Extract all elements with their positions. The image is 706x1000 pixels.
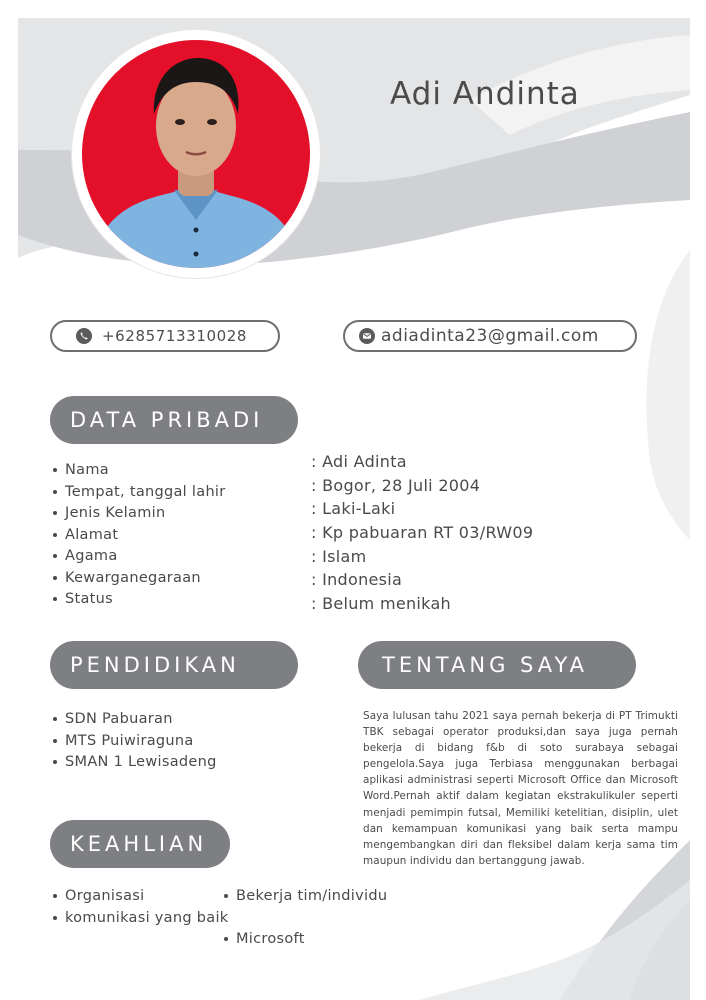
personal-value: : Indonesia: [311, 570, 403, 590]
section-header-tentang-saya: TENTANG SAYA: [358, 641, 636, 689]
email-icon: [359, 328, 375, 344]
personal-label: Nama: [51, 460, 226, 482]
personal-value: : Laki-Laki: [311, 499, 396, 519]
personal-value: : Belum menikah: [311, 594, 451, 614]
phone-icon: [76, 328, 92, 344]
skill-item: Bekerja tim/individu: [222, 886, 354, 929]
about-text: Saya lulusan tahu 2021 saya pernah bekerja di PT Trimukti TBK sebagai operator produksi,dan saya juga pernah bekerja di bidang f&b di soto surabaya sebagai pengelola.Saya juga Terbiasa menggunakan berbagai aplikasi administrasi seperti Microsoft Office dan Microsoft Word.Pernah aktif dalam kegiatan ekstrakulikuler seperti menjadi pemimpin futsal, Memiliki ketelitian, disiplin, ulet dan kemampuan komunikasi yang baik serta mampu mengembangkan diri dan fleksibel dalam kerja sama tim maupun individu dan bertanggung jawab.: [363, 710, 678, 867]
personal-value: : Islam: [311, 546, 367, 566]
personal-label: Status: [51, 589, 226, 611]
skill-item: Microsoft: [222, 929, 354, 951]
email-address: adiadinta23@gmail.com: [381, 326, 599, 346]
personal-label: Kewarganegaraan: [51, 568, 226, 590]
email-pill[interactable]: [343, 320, 637, 352]
person-name: Adi Andinta: [390, 76, 580, 112]
education-item: SMAN 1 Lewisadeng: [51, 752, 217, 774]
personal-value: : Kp pabuaran RT 03/RW09: [311, 523, 534, 543]
personal-label: Jenis Kelamin: [51, 503, 226, 525]
section-header-pendidikan: PENDIDIKAN: [50, 641, 298, 689]
skills-list-2: [222, 886, 388, 951]
section-header-data-pribadi: DATA PRIBADI: [50, 396, 298, 444]
skill-item: Organisasi: [51, 886, 215, 908]
personal-value: : Bogor, 28 Juli 2004: [311, 475, 481, 495]
skills-list-1: [51, 886, 229, 951]
personal-values: [311, 450, 533, 616]
education-item: SDN Pabuaran: [51, 709, 217, 731]
personal-value: : Adi Adinta: [311, 452, 407, 471]
phone-number: +6285713310028: [102, 327, 248, 345]
personal-labels: [51, 460, 226, 611]
profile-photo: [82, 40, 310, 268]
education-list: [51, 709, 217, 774]
education-item: MTS Puiwiraguna: [51, 731, 217, 753]
section-header-keahlian: KEAHLIAN: [50, 820, 230, 868]
personal-label: Tempat, tanggal lahir: [51, 482, 226, 504]
personal-label: Alamat: [51, 525, 226, 547]
phone-pill[interactable]: [50, 320, 280, 352]
skill-item: komunikasi yang baik: [51, 908, 215, 951]
personal-label: Agama: [51, 546, 226, 568]
